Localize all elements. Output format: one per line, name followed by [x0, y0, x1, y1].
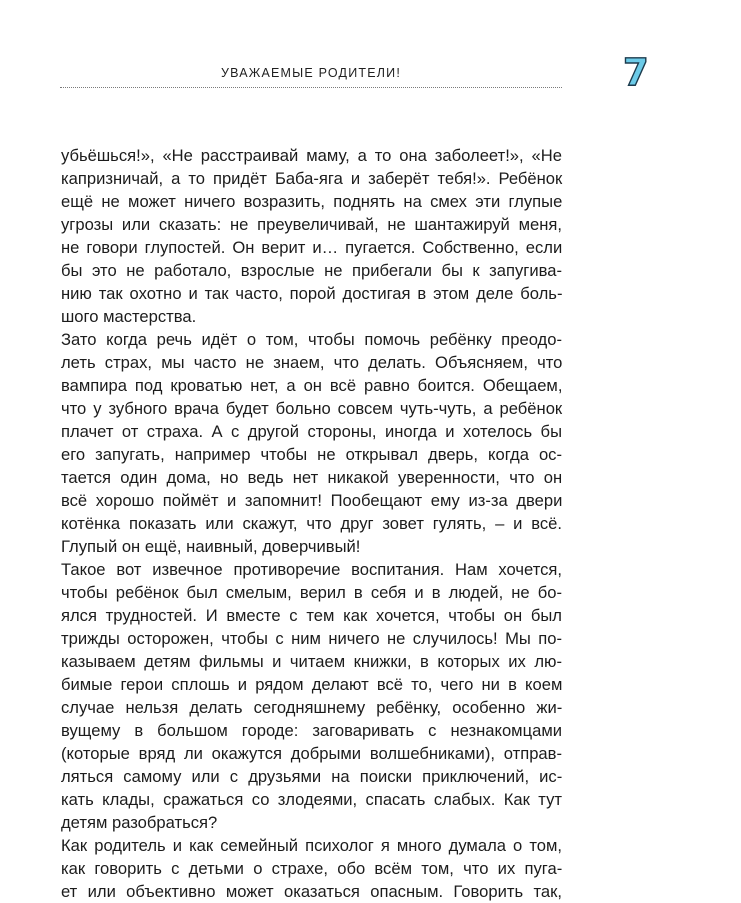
header-dotted-rule	[60, 87, 562, 88]
text-line: капризничай, а то придёт Баба-яга и заберёт тебя!». Ребёнок	[61, 169, 563, 188]
running-header-title: УВАЖАЕМЫЕ РОДИТЕЛИ!	[220, 66, 402, 80]
text-line: ет или объективно может оказаться опасным. Говорить так,	[61, 882, 562, 901]
text-line: его запугать, например чтобы не открывал дверь, когда ос-	[61, 445, 562, 464]
text-line: угрозы или сказать: не преувеличивай, не шантажируй меня,	[61, 215, 562, 234]
text-line: вущему в большом городе: заговаривать с незнакомцами	[61, 721, 562, 740]
text-line: тается один дома, но ведь нет никакой уверенности, что он	[61, 468, 563, 487]
text-line: плачет от страха. А с другой стороны, иногда и хотелось бы	[61, 422, 562, 441]
text-line: Глупый он ещё, наивный, доверчивый!	[61, 537, 361, 556]
text-line: ялся трудностей. И вместе с тем как хочется, чтобы он был	[61, 606, 562, 625]
text-line: чтобы ребёнок был смелым, верил в себя и в людей, не бо-	[61, 583, 562, 602]
text-line: не говори глупостей. Он верит и… пугается. Собственно, если	[61, 238, 563, 257]
text-line: вампира под кроватью нет, а он всё равно боится. Обещаем,	[61, 376, 563, 395]
text-line: всё хорошо поймёт и запомнит! Пообещают ему из-за двери	[61, 491, 563, 510]
text-line: Как родитель и как семейный психолог я много думала о том,	[61, 836, 562, 855]
text-line: как говорить с детьми о страхе, обо всём том, что их пуга-	[61, 859, 563, 878]
text-line: ещё не может ничего возразить, поднять на смех эти глупые	[61, 192, 563, 211]
text-line: бимые герои сплошь и рядом делают всё то, чего ни в коем	[61, 675, 563, 694]
body-text	[61, 144, 562, 903]
text-line: (которые вряд ли окажутся добрыми волшебниками), отправ-	[61, 744, 562, 763]
text-line: ляться самому или с друзьями на поиски приключений, ис-	[61, 767, 563, 786]
text-line: котёнка показать или скажут, что друг зовет гулять, – и всё.	[61, 514, 562, 533]
text-line: Зато когда речь идёт о том, чтобы помочь ребёнку преодо-	[61, 330, 562, 349]
text-line: кать клады, сражаться со злодеями, спасать слабых. Как тут	[61, 790, 562, 809]
text-line: что у зубного врача будет больно совсем чуть-чуть, а ребёнок	[61, 399, 563, 418]
text-line: бы это не работало, взрослые не прибегали бы к запугива-	[61, 261, 562, 280]
text-line: убьёшься!», «Не расстраивай маму, а то она заболеет!», «Не	[61, 146, 562, 165]
page-number: 7	[623, 51, 649, 94]
text-line: случае нельзя делать сегодняшнему ребёнку, особенно жи-	[61, 698, 563, 717]
running-header	[60, 66, 562, 92]
text-line: казываем детям фильмы и читаем книжки, в которых их лю-	[61, 652, 562, 671]
text-line: нию так охотно и так часто, порой достигая в этом деле боль-	[61, 284, 563, 303]
text-line: Такое вот извечное противоречие воспитания. Нам хочется,	[61, 560, 562, 579]
text-line: шого мастерства.	[61, 307, 197, 326]
text-line: леть страх, мы часто не знаем, что делать. Объясняем, что	[61, 353, 563, 372]
text-line: детям разобраться?	[61, 813, 218, 832]
text-line: трижды осторожен, чтобы с ним ничего не случилось! Мы по-	[61, 629, 562, 648]
